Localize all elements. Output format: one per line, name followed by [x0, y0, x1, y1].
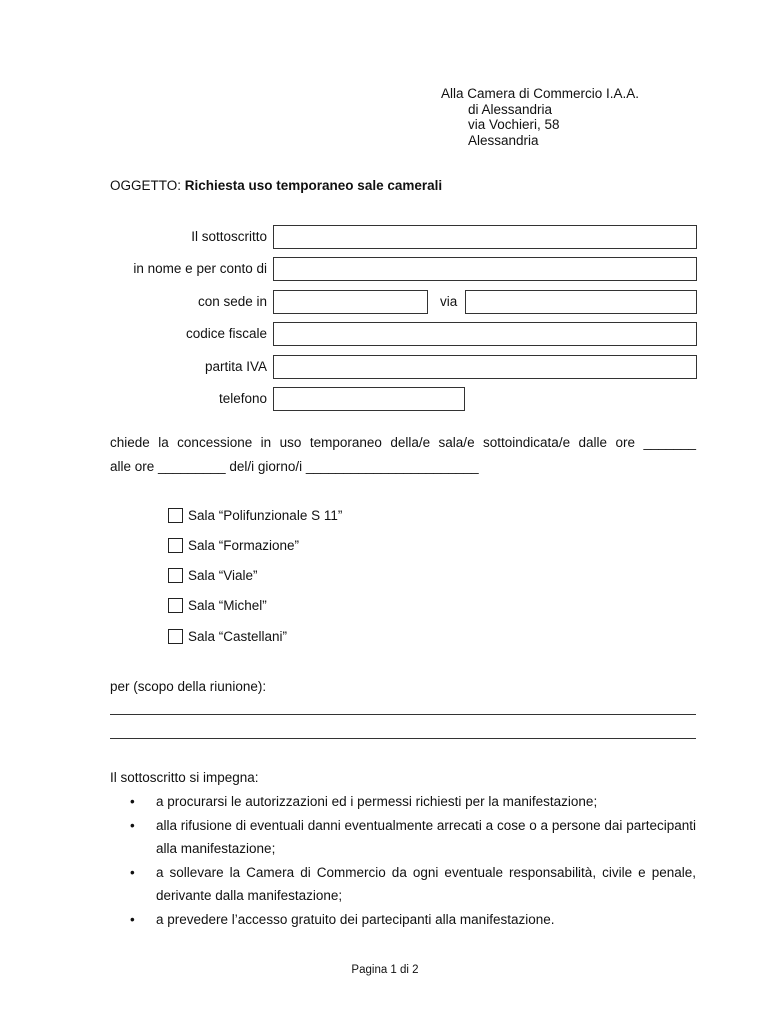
label-nome-conto: in nome e per conto di: [133, 261, 267, 276]
room-label: Sala “Formazione”: [188, 538, 300, 553]
bullet-icon: •: [130, 794, 135, 809]
room-label: Sala “Viale”: [188, 568, 258, 583]
label-via: via: [440, 294, 458, 309]
subject-title: Richiesta uso temporaneo sale camerali: [184, 178, 443, 193]
commitments-list: [110, 790, 696, 931]
list-item: [110, 790, 696, 814]
checkbox-icon[interactable]: [168, 629, 183, 644]
telefono-field[interactable]: [273, 387, 465, 411]
bullet-icon: •: [130, 911, 135, 927]
sottoscritto-field[interactable]: [273, 225, 697, 249]
nome-conto-field[interactable]: [273, 257, 697, 281]
label-partita-iva: partita IVA: [204, 359, 267, 374]
partita-iva-field[interactable]: [273, 355, 697, 379]
room-label: Sala “Michel”: [188, 598, 267, 613]
list-item: [110, 861, 696, 908]
address-line-3: via Vochieri, 58: [468, 117, 560, 132]
purpose-line-2[interactable]: [110, 738, 696, 739]
room-label: Sala “Castellani”: [188, 629, 288, 644]
checkbox-icon[interactable]: [168, 538, 183, 553]
via-field[interactable]: [465, 290, 697, 314]
room-option[interactable]: [168, 508, 342, 523]
address-line-1: Alla Camera di Commercio I.A.A.: [441, 86, 640, 101]
checkbox-icon[interactable]: [168, 598, 183, 613]
page-number: Pagina 1 di 2: [351, 964, 419, 976]
subject-prefix: OGGETTO:: [110, 178, 185, 193]
list-item: [110, 814, 696, 861]
request-paragraph: [110, 431, 696, 479]
bullet-icon: •: [130, 817, 135, 833]
room-label: Sala “Polifunzionale S 11”: [188, 508, 343, 523]
checkbox-icon[interactable]: [168, 568, 183, 583]
room-option[interactable]: [168, 629, 287, 644]
bullet-icon: •: [130, 864, 135, 880]
list-item-text: a sollevare la Camera di Commercio da ogni eventuale responsabilità, civile e penale, derivante dalla manifestazione;: [156, 864, 696, 903]
checkbox-icon[interactable]: [168, 508, 183, 523]
label-codice-fiscale: codice fiscale: [185, 326, 267, 341]
label-telefono: telefono: [218, 391, 267, 406]
address-line-2: di Alessandria: [468, 101, 553, 117]
request-line-2: alle ore _________ del/i giorno/i _______________________: [110, 459, 479, 474]
sede-field[interactable]: [273, 290, 428, 314]
commitments-intro: Il sottoscritto si impegna:: [110, 770, 259, 785]
list-item-text: alla rifusione di eventuali danni eventualmente arrecati a cose o a persone dai partecipanti alla manifestazione;: [156, 817, 696, 856]
room-option[interactable]: [168, 598, 267, 613]
room-option[interactable]: [168, 568, 258, 583]
purpose-label: per (scopo della riunione):: [110, 679, 267, 694]
subject-line: [110, 178, 442, 194]
recipient-address: [441, 86, 639, 148]
room-option[interactable]: [168, 538, 299, 553]
list-item-text: a procurarsi le autorizzazioni ed i permessi richiesti per la manifestazione;: [156, 794, 598, 809]
request-line-1: chiede la concessione in uso temporaneo della/e sala/e sottoindicata/e dalle ore _______: [110, 435, 696, 450]
address-line-4: Alessandria: [468, 132, 539, 148]
codice-fiscale-field[interactable]: [273, 322, 697, 346]
purpose-line-1[interactable]: [110, 714, 696, 715]
label-sottoscritto: Il sottoscritto: [191, 229, 267, 244]
list-item-text: a prevedere l’accesso gratuito dei partecipanti alla manifestazione.: [156, 911, 555, 927]
list-item: [110, 908, 696, 932]
label-sede: con sede in: [197, 294, 267, 309]
